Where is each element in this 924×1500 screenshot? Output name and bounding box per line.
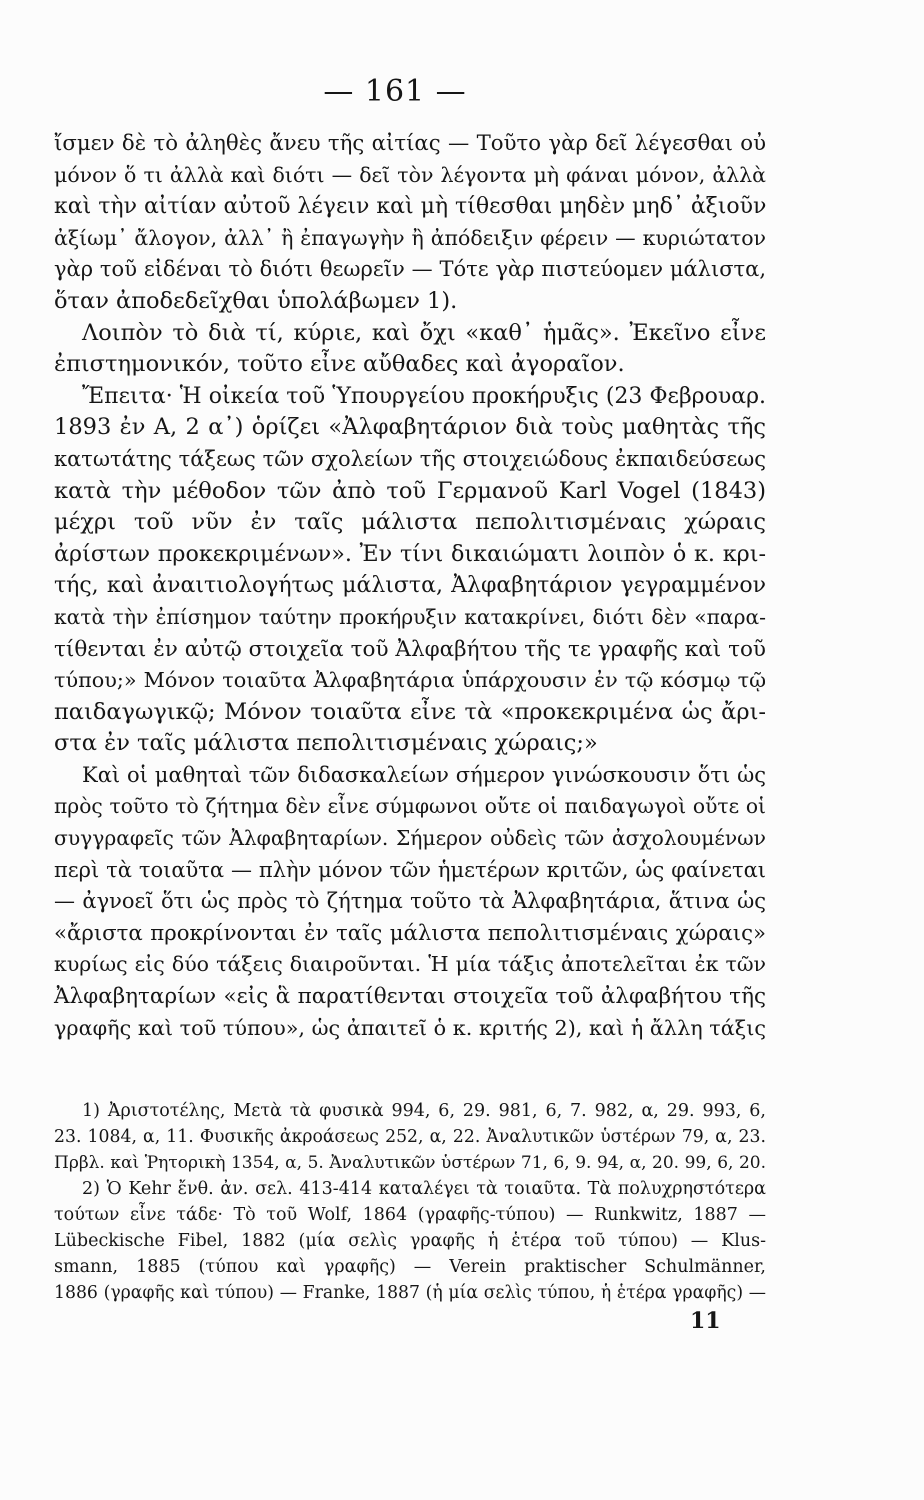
text-line: — ἀγνοεῖ ὅτι ὡς πρὸς τὸ ζήτημα τοῦτο τὰ Ἀλφαβητάρια, ἅτινα ὡς: [54, 889, 766, 914]
text-line: ἀρίστων προκεκριμένων». Ἐν τίνι δικαιώματι λοιπὸν ὁ κ. κρι-: [54, 540, 766, 567]
text-line: ὅταν ἀποδεδεῖχθαι ὑπολάβωμεν 1).: [54, 287, 458, 314]
text-line: πρὸς τοῦτο τὸ ζήτημα δὲν εἶνε σύμφωνοι οὔτε οἱ παιδαγωγοὶ οὔτε οἱ: [54, 794, 766, 819]
text-line: Λοιπὸν τὸ διὰ τί, κύριε, καὶ ὄχι «καθ᾽ ἡμᾶς». Ἐκεῖνο εἶνε: [82, 319, 766, 346]
text-line: κατωτάτης τάξεως τῶν σχολείων τῆς στοιχειώδους ἐκπαιδεύσεως: [54, 446, 766, 471]
footnote-line: τούτων εἶνε τάδε· Τὸ τοῦ Wolf, 1864 (γραφῆς-τύπου) — Runkwitz, 1887 —: [54, 1205, 766, 1225]
text-line: μέχρι τοῦ νῦν ἐν ταῖς μάλιστα πεπολιτισμέναις χώραις: [54, 509, 766, 536]
footnote-line: 23. 1084, α, 11. Φυσικῆς ἀκροάσεως 252, α, 22. Ἀναλυτικῶν ὑστέρων 79, α, 23.: [54, 1127, 766, 1147]
signature-mark: 11: [690, 1308, 721, 1334]
text-line: περὶ τὰ τοιαῦτα — πλὴν μόνον τῶν ἡμετέρων κριτῶν, ὡς φαίνεται: [54, 857, 766, 882]
text-line: μόνον ὅ τι ἀλλὰ καὶ διότι — δεῖ τὸν λέγοντα μὴ φάναι μόνον, ἀλλὰ: [54, 162, 766, 187]
text-line: κυρίως εἰς δύο τάξεις διαιροῦνται. Ἡ μία τάξις ἀποτελεῖται ἐκ τῶν: [54, 952, 766, 977]
text-line: Ἔπειτα· Ἡ οἰκεία τοῦ Ὑπουργείου προκήρυξις (23 Φεβρουαρ.: [82, 383, 766, 409]
text-line: 1893 ἐν Α, 2 α᾽) ὁρίζει «Ἀλφαβητάριον διὰ τοὺς μαθητὰς τῆς: [54, 414, 766, 441]
text-line: παιδαγωγικῷ; Μόνον τοιαῦτα εἶνε τὰ «προκεκριμένα ὡς ἄρι-: [54, 698, 766, 725]
text-line: καὶ τὴν αἰτίαν αὐτοῦ λέγειν καὶ μὴ τίθεσθαι μηδὲν μηδ᾽ ἀξιοῦν: [54, 194, 767, 220]
text-line: κατὰ τὴν ἐπίσημον ταύτην προκήρυξιν κατακρίνει, διότι δὲν «παρα-: [54, 604, 766, 629]
text-line: τύπου;» Μόνον τοιαῦτα Ἀλφαβητάρια ὑπάρχουσιν ἐν τῷ κόσμῳ τῷ: [54, 668, 766, 693]
text-line: γὰρ τοῦ εἰδέναι τὸ διότι θεωρεῖν — Τότε γὰρ πιστεύομεν μάλιστα,: [54, 257, 766, 282]
text-line: «ἄριστα προκρίνονται ἐν ταῖς μάλιστα πεπολιτισμέναις χώραις»: [54, 920, 766, 946]
footnote-line: Πρβλ. καὶ Ῥητορικὴ 1354, α, 5. Ἀναλυτικῶν ὑστέρων 71, 6, 9. 94, α, 20. 99, 6, 20.: [54, 1153, 766, 1173]
text-line: ἀξίωμ᾽ ἄλογον, ἀλλ᾽ ἢ ἐπαγωγὴν ἢ ἀπόδειξιν φέρειν — κυριώτατον: [54, 225, 766, 250]
text-line: τίθενται ἐν αὐτῷ στοιχεῖα τοῦ Ἀλφαβήτου τῆς τε γραφῆς καὶ τοῦ: [54, 636, 766, 662]
text-line: γραφῆς καὶ τοῦ τύπου», ὡς ἀπαιτεῖ ὁ κ. κριτής 2), καὶ ἡ ἄλλη τάξις: [54, 1015, 766, 1040]
text-line: συγγραφεῖς τῶν Ἀλφαβηταρίων. Σήμερον οὐδεὶς τῶν ἀσχολουμένων: [54, 826, 766, 851]
footnote-line: smann, 1885 (τύπου καὶ γραφῆς) — Verein praktischer Schulmänner,: [54, 1257, 766, 1277]
text-line: κατὰ τὴν μέθοδον τῶν ἀπὸ τοῦ Γερμανοῦ Karl Vogel (1843): [54, 477, 766, 504]
text-line: Καὶ οἱ μαθηταὶ τῶν διδασκαλείων σήμερον γινώσκουσιν ὅτι ὡς: [82, 762, 766, 787]
footnote-line: Lübeckische Fibel, 1882 (μία σελὶς γραφῆς ἡ ἑτέρα τοῦ τύπου) — Klus-: [54, 1231, 766, 1251]
text-line: ἴσμεν δὲ τὸ ἀληθὲς ἄνευ τῆς αἰτίας — Τοῦτο γὰρ δεῖ λέγεσθαι οὐ: [54, 131, 766, 156]
footnotes: [54, 1098, 766, 1306]
footnote-line: 2) Ὁ Kehr ἔνθ. ἀν. σελ. 413-414 καταλέγει τὰ τοιαῦτα. Τὰ πολυχρηστότερα: [82, 1179, 766, 1199]
body-text: [54, 128, 766, 1044]
text-line: ἐπιστημονικόν, τοῦτο εἶνε αὔθαδες καὶ ἀγοραῖον.: [54, 351, 625, 378]
text-line: στα ἐν ταῖς μάλιστα πεπολιτισμέναις χώραις;»: [54, 730, 598, 757]
page-number: — 161 —: [323, 74, 467, 109]
text-line: Ἀλφαβηταρίων «εἰς ἃ παρατίθενται στοιχεῖα τοῦ ἀλφαβήτου τῆς: [54, 984, 766, 1010]
footnote-line: 1) Ἀριστοτέλης, Μετὰ τὰ φυσικὰ 994, 6, 29. 981, 6, 7. 982, α, 29. 993, 6,: [82, 1101, 766, 1121]
footnote-line: 1886 (γραφῆς καὶ τύπου) — Franke, 1887 (ἡ μία σελὶς τύπου, ἡ ἑτέρα γραφῆς) —: [54, 1283, 766, 1303]
text-line: τής, καὶ ἀναιτιολογήτως μάλιστα, Ἀλφαβητάριον γεγραμμένον: [54, 573, 766, 599]
